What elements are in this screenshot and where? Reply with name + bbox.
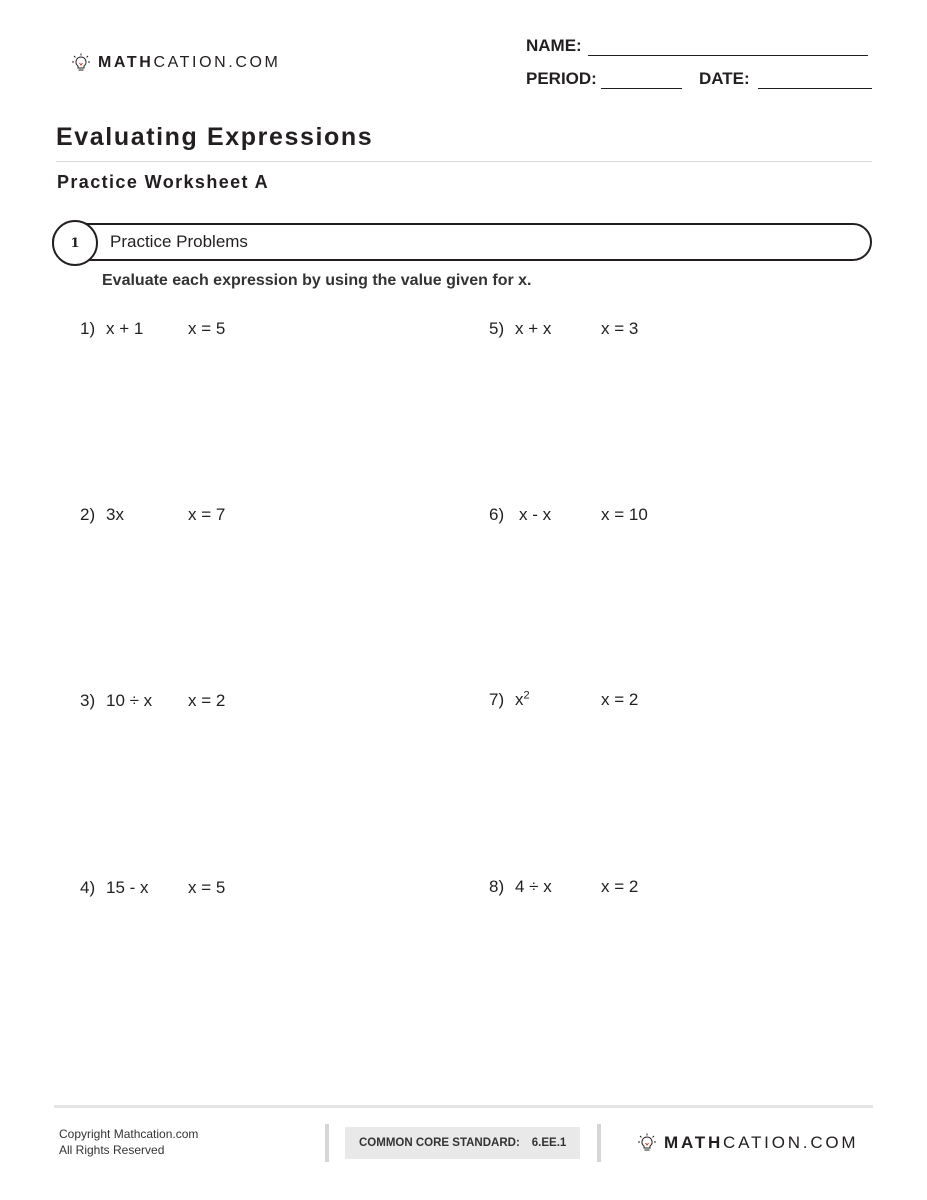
problem-expression: 10 ÷ x [106, 691, 153, 710]
problem-expression: 4 ÷ x [515, 877, 552, 896]
problem-2 [80, 505, 225, 525]
instructions: Evaluate each expression by using the value given for x. [102, 272, 532, 289]
problem-number: 1) [80, 319, 96, 338]
problem-6 [489, 505, 648, 525]
standard-code: 6.EE.1 [531, 1137, 567, 1149]
problem-expression: 3x [106, 505, 124, 524]
lightbulb-icon [638, 1133, 656, 1153]
mathcation-logo [72, 53, 280, 73]
logo-rest: CATION.COM [153, 54, 281, 71]
problem-given-value: x = 10 [601, 505, 648, 524]
logo-rest: CATION.COM [723, 1133, 859, 1152]
date-line[interactable] [758, 70, 872, 89]
problem-expression: x + x [515, 319, 552, 338]
problem-number: 4) [80, 878, 96, 897]
logo-bold: MATH [664, 1133, 724, 1152]
date-label: DATE: [699, 69, 750, 88]
expression-base: x [515, 690, 524, 709]
problem-8 [489, 877, 638, 897]
problem-given-value: x = 2 [188, 691, 226, 710]
problem-5 [489, 319, 638, 339]
problem-number: 5) [489, 319, 505, 338]
copyright [59, 1126, 198, 1158]
problem-number: 6) [489, 505, 505, 524]
name-field [526, 36, 868, 56]
date-field [699, 69, 872, 89]
period-label: PERIOD: [526, 69, 597, 88]
problem-7 [489, 690, 638, 710]
problem-expression [515, 690, 601, 710]
problem-given-value: x = 2 [601, 877, 639, 896]
period-line[interactable] [601, 70, 682, 89]
name-line[interactable] [588, 37, 868, 56]
expression-exponent: 2 [523, 689, 530, 702]
problem-given-value: x = 5 [188, 878, 226, 897]
worksheet-title: Evaluating Expressions [56, 123, 374, 151]
worksheet-subtitle: Practice Worksheet A [57, 172, 270, 192]
problem-given-value: x = 5 [188, 319, 226, 338]
problem-expression: 15 - x [106, 878, 149, 897]
title-divider [56, 161, 872, 162]
name-label: NAME: [526, 36, 582, 55]
common-core-standard [345, 1127, 580, 1159]
problem-given-value: x = 2 [601, 690, 639, 709]
problem-expression: x - x [519, 505, 552, 524]
section-number: 1 [70, 235, 80, 251]
footer-mathcation-logo [638, 1133, 858, 1153]
footer-separator-left [325, 1124, 329, 1162]
problem-4 [80, 878, 225, 898]
problem-1 [80, 319, 225, 339]
problem-number: 8) [489, 877, 505, 896]
problem-given-value: x = 7 [188, 505, 226, 524]
footer-divider [54, 1105, 873, 1108]
section-number-badge [52, 220, 98, 266]
problem-expression: x + 1 [106, 319, 144, 338]
problem-number: 7) [489, 690, 505, 709]
period-field [526, 69, 682, 89]
logo-bold: MATH [98, 54, 154, 71]
lightbulb-icon [72, 53, 90, 73]
section-title: Practice Problems [110, 232, 248, 251]
problem-number: 2) [80, 505, 96, 524]
problem-3 [80, 691, 225, 711]
problem-number: 3) [80, 691, 96, 710]
problem-given-value: x = 3 [601, 319, 639, 338]
standard-label: COMMON CORE STANDARD: [359, 1137, 520, 1149]
copyright-line-2: All Rights Reserved [59, 1143, 165, 1157]
copyright-line-1: Copyright Mathcation.com [59, 1127, 199, 1141]
footer-separator-right [597, 1124, 601, 1162]
section-banner [52, 223, 872, 261]
